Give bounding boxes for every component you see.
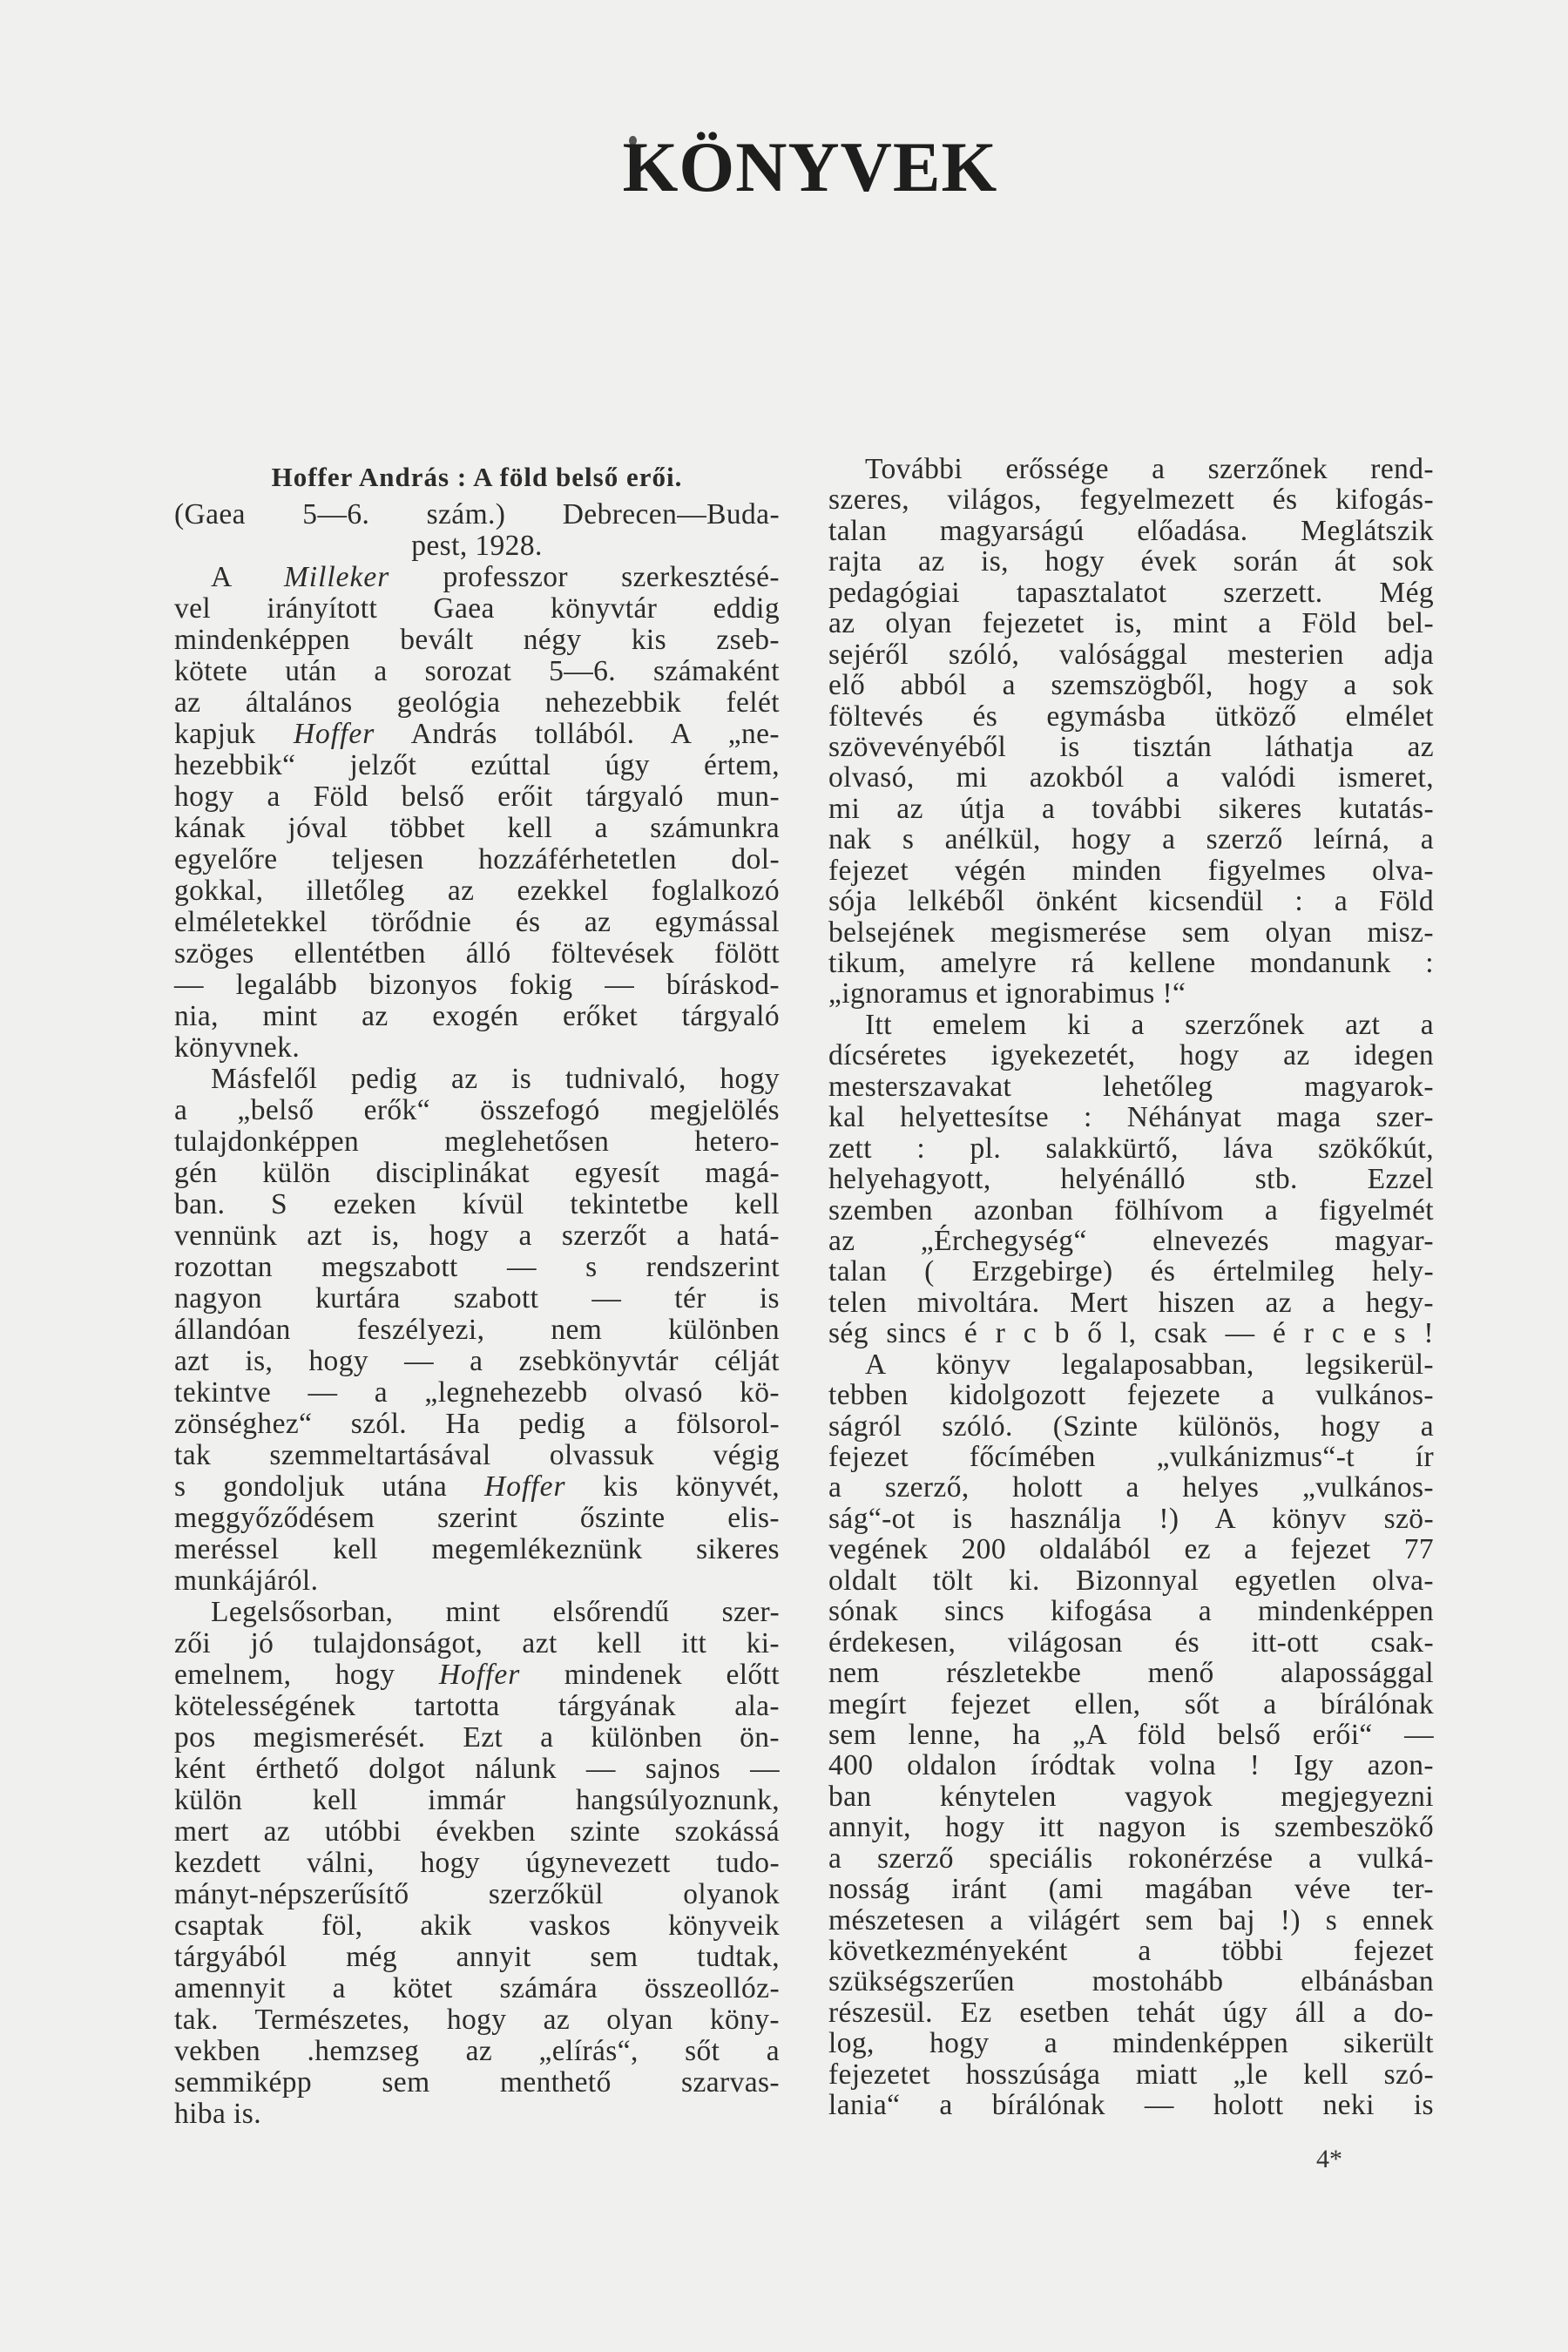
text-line: pedagógiai tapasztalatot szerzett. Még <box>828 576 1434 609</box>
text-line: telen mivoltára. Mert hiszen az a hegy- <box>828 1286 1434 1319</box>
text-line: olvasó, mi azokból a valódi ismeret, <box>828 761 1434 794</box>
text-line: mányt-népszerűsítő szerzőkül olyanok <box>174 1878 780 1910</box>
text-line: megírt fejezet ellen, sőt a bírálónak <box>828 1687 1434 1720</box>
text-line: További erőssége a szerzőnek rend- <box>865 453 1434 485</box>
text-line: külön kell immár hangsúlyoznunk, <box>174 1784 780 1816</box>
text-line: szükségszerűen mostohább elbánásban <box>828 1965 1434 1998</box>
text-line: A Milleker professzor szerkesztésé- <box>211 561 780 593</box>
text-line: sónak sincs kifogása a mindenképpen <box>828 1595 1434 1628</box>
text-line: azt is, hogy — a zsebkönyvtár célját <box>174 1345 780 1377</box>
text-line: rajta az is, hogy évek során át sok <box>828 545 1434 578</box>
text-line: fejezet főcímében „vulkánizmus“-t ír <box>828 1441 1434 1473</box>
text-line: tárgyából még annyit sem tudtak, <box>174 1941 780 1973</box>
text-line: fejezetet hosszúsága miatt „le kell szó- <box>828 2058 1434 2091</box>
italic-name: Hoffer <box>484 1470 566 1503</box>
left-body <box>174 562 780 2130</box>
paragraph <box>174 562 780 1064</box>
text-line: gén külön disciplinákat egyesít magá- <box>174 1157 780 1189</box>
text-line: mindenképpen bevált négy kis zseb- <box>174 624 780 656</box>
text-line: dícséretes igyekezetét, hogy az idegen <box>828 1039 1434 1072</box>
text-line: semmiképp sem menthető szarvas- <box>174 2066 780 2099</box>
text-line: egyelőre teljesen hozzáférhetetlen dol- <box>174 843 780 875</box>
text-line: a szerző speciális rokonérzése a vulká- <box>828 1842 1434 1875</box>
text-line: vekben .hemzseg az „elírás“, sőt a <box>174 2035 780 2067</box>
text-line: Legelsősorban, mint elsőrendű szer- <box>211 1596 780 1628</box>
text-line: emelnem, hogy Hoffer mindenek előtt <box>174 1659 780 1691</box>
text-line: ban kénytelen vagyok megjegyezni <box>828 1780 1434 1813</box>
text-line: lania“ a bírálónak — holott neki is <box>828 2089 1434 2122</box>
text-line: talan ( Erzgebirge) és értelmileg hely- <box>828 1255 1434 1288</box>
text-line: Itt emelem ki a szerzőnek azt a <box>865 1008 1434 1041</box>
text-line: s gondoljuk utána Hoffer kis könyvét, <box>174 1470 780 1503</box>
text-line: vel irányított Gaea könyvtár eddig <box>174 592 780 625</box>
text-line: hiba is. <box>174 2098 261 2130</box>
text-line: tebben kidolgozott fejezete a vulkános- <box>828 1379 1434 1412</box>
text-line: szemben azonban fölhívom a figyelmét <box>828 1193 1434 1227</box>
text-line: nak s anélkül, hogy a szerző leírná, a <box>828 823 1434 856</box>
text-line: elő abból a szemszögből, hogy a sok <box>828 669 1434 702</box>
text-line: meggyőződésem szerint őszinte elis- <box>174 1502 780 1534</box>
text-line: ság“-ot is használja !) A könyv szö- <box>828 1502 1434 1535</box>
text-line: pos megismerését. Ezt a különben ön- <box>174 1721 780 1754</box>
text-line: nagyon kurtára szabott — tér is <box>174 1282 780 1315</box>
text-line: vegének 200 oldalából ez a fejezet 77 <box>828 1533 1434 1566</box>
left-column <box>174 462 780 2130</box>
text-line: érdekesen, világosan és itt-ott csak- <box>828 1625 1434 1659</box>
text-line: a „belső erők“ összefogó megjelölés <box>174 1094 780 1126</box>
text-line: kötete után a sorozat 5—6. számaként <box>174 655 780 687</box>
text-line: talan magyarságú előadása. Meglátszik <box>828 514 1434 547</box>
text-line: hogy a Föld belső erőit tárgyaló mun- <box>174 781 780 813</box>
text-line: nem részletekbe menő alapossággal <box>828 1657 1434 1690</box>
text-line: 400 oldalon íródtak volna ! Igy azon- <box>828 1749 1434 1782</box>
text-line: tak szemmeltartásával olvassuk végig <box>174 1439 780 1471</box>
italic-name: Hoffer <box>438 1659 521 1691</box>
text-line: munkájáról. <box>174 1565 319 1597</box>
text-line: tekintve — a „legnehezebb olvasó kö- <box>174 1376 780 1409</box>
text-line: annyit, hogy itt nagyon is szembeszökő <box>828 1811 1434 1844</box>
section-title: KÖNYVEK <box>622 127 998 206</box>
text-line: Másfelől pedig az is tudnivaló, hogy <box>211 1063 780 1095</box>
paragraph <box>828 1349 1434 2121</box>
text-line: log, hogy a mindenképpen sikerült <box>828 2027 1434 2060</box>
text-line: kal helyettesítse : Néhányat maga szer- <box>828 1101 1434 1134</box>
text-line: mi az útja a további sikeres kutatás- <box>828 792 1434 825</box>
text-line: hezebbik“ jelzőt ezúttal úgy értem, <box>174 749 780 781</box>
text-line: „ignoramus et ignorabimus !“ <box>828 977 1186 1010</box>
text-line: belsejének megismerése sem olyan misz- <box>828 916 1434 949</box>
paragraph <box>174 1597 780 2130</box>
text-line: tulajdonképpen meglehetősen hetero- <box>174 1125 780 1158</box>
text-line: gokkal, illetőleg az ezekkel foglalkozó <box>174 875 780 907</box>
text-line: mert az utóbbi években szinte szokássá <box>174 1815 780 1848</box>
text-line: állandóan feszélyezi, nem különben <box>174 1314 780 1346</box>
text-line: helyehagyott, helyénálló stb. Ezzel <box>828 1163 1434 1196</box>
text-line: sem lenne, ha „A föld belső erői“ — <box>828 1718 1434 1751</box>
text-line: csaptak föl, akik vaskos könyveik <box>174 1909 780 1942</box>
paragraph <box>828 454 1434 1010</box>
text-line: mesterszavakat lehetőleg magyarok- <box>828 1070 1434 1103</box>
text-line: nosság iránt (ami magában véve ter- <box>828 1873 1434 1906</box>
italic-name: Milleker <box>283 561 390 593</box>
text-line: meréssel kell megemlékeznünk sikeres <box>174 1533 780 1565</box>
text-line: sejéről szóló, valósággal mesterien adja <box>828 638 1434 671</box>
text-line: könyvnek. <box>174 1031 301 1064</box>
review-heading: Hoffer András : A föld belső erői. <box>271 462 683 492</box>
review-publication-line: (Gaea 5—6. szám.) Debrecen—Buda- <box>174 498 780 531</box>
italic-name: Hoffer <box>293 718 375 750</box>
text-line: részesül. Ez esetben tehát úgy áll a do- <box>828 1996 1434 2029</box>
text-line: szeres, világos, fegyelmezett és kifogás- <box>828 483 1434 517</box>
text-line: fejezet végén minden figyelmes olva- <box>828 854 1434 887</box>
text-line: az általános geológia nehezebbik felét <box>174 686 780 719</box>
text-line: tikum, amelyre rá kellene mondanunk : <box>828 947 1434 979</box>
text-line: az „Érchegység“ elnevezés magyar- <box>828 1224 1434 1257</box>
text-line: ságról szóló. (Szinte különös, hogy a <box>828 1409 1434 1443</box>
text-line: ként érthető dolgot nálunk — sajnos — <box>174 1753 780 1785</box>
text-line: ség sincs é r c b ő l, csak — é r c e s ! <box>828 1317 1434 1350</box>
text-line: kának jóval többet kell a számunkra <box>174 812 780 844</box>
review-publication-line: pest, 1928. <box>411 530 543 562</box>
text-line: az olyan fejezetet is, mint a Föld bel- <box>828 607 1434 640</box>
text-line: nia, mint az exogén erőket tárgyaló <box>174 1000 780 1032</box>
right-body <box>828 454 1434 2121</box>
text-line: ban. S ezeken kívül tekintetbe kell <box>174 1188 780 1220</box>
text-line: kötelességének tartotta tárgyának ala- <box>174 1690 780 1722</box>
text-line: — legalább bizonyos fokig — bíráskod- <box>174 969 780 1001</box>
text-line: szövevényéből is tisztán láthatja az <box>828 730 1434 763</box>
text-line: szöges ellentétben álló föltevések fölött <box>174 937 780 970</box>
paragraph <box>174 1064 780 1597</box>
text-line: kapjuk Hoffer András tollából. A „ne- <box>174 718 780 750</box>
text-line: sója lelkéből önként kicsendül : a Föld <box>828 885 1434 918</box>
text-line: zői jó tulajdonságot, azt kell itt ki- <box>174 1627 780 1659</box>
text-line: következményeként a többi fejezet <box>828 1935 1434 1967</box>
paragraph <box>828 1010 1434 1349</box>
page-number: 4* <box>1316 2145 1342 2173</box>
text-line: tak. Természetes, hogy az olyan köny- <box>174 2004 780 2036</box>
text-line: elméletekkel törődnie és az egymással <box>174 906 780 938</box>
text-line: föltevés és egymásba ütköző elmélet <box>828 700 1434 733</box>
right-column <box>828 454 1434 2121</box>
text-line: zönséghez“ szól. Ha pedig a fölsorol- <box>174 1408 780 1440</box>
text-line: a szerző, holott a helyes „vulkános- <box>828 1471 1434 1504</box>
text-line: amennyit a kötet számára összeollóz- <box>174 1972 780 2004</box>
text-line: rozottan megszabott — s rendszerint <box>174 1251 780 1283</box>
text-line: vennünk azt is, hogy a szerzőt a hatá- <box>174 1220 780 1252</box>
text-line: zett : pl. salakkürtő, láva szökőkút, <box>828 1132 1434 1165</box>
text-line: oldalt tölt ki. Bizonnyal egyetlen olva- <box>828 1564 1434 1597</box>
text-line: mészetesen a világért sem baj !) s ennek <box>828 1903 1434 1936</box>
text-line: kezdett válni, hogy úgynevezett tudo- <box>174 1847 780 1879</box>
text-line: A könyv legalaposabban, legsikerül- <box>865 1348 1434 1381</box>
